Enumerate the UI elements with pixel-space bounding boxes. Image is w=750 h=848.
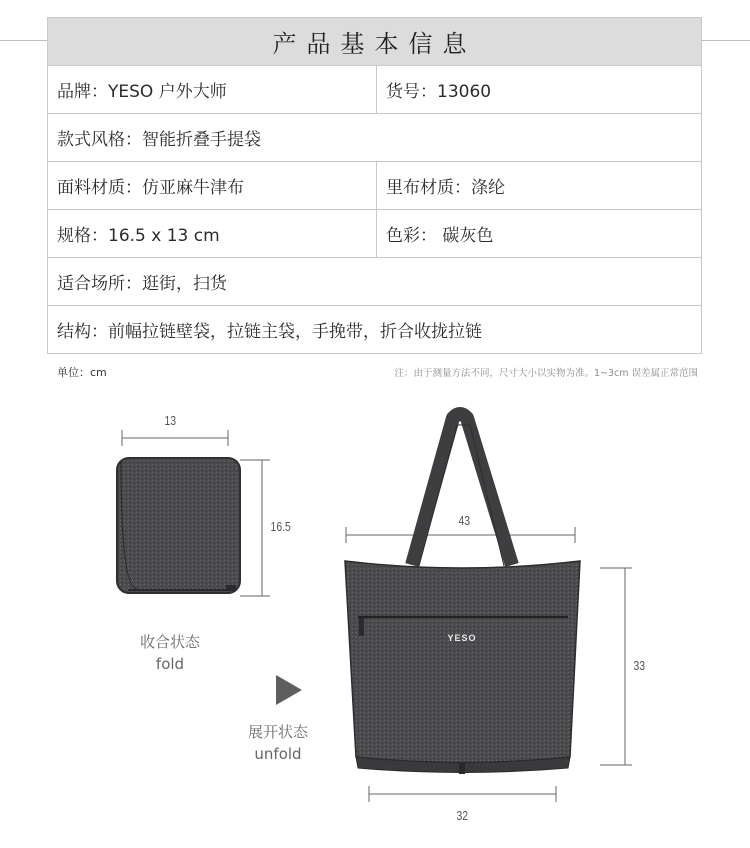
- folded-height-dimension: [240, 460, 270, 596]
- fold-caption-en: fold: [155, 655, 185, 673]
- zipper-pull-icon: [226, 585, 236, 591]
- disclaimer-note: 注：由于测量方法不同，尺寸大小以实物为准。1~3cm 误差属正常范围: [394, 368, 698, 379]
- structure-cell: 结构：前幅拉链壁袋，拉链主袋，手挽带，折合收拢拉链: [48, 306, 702, 354]
- bag-handle: [412, 414, 512, 565]
- fabric-cell: 面料材质：仿亚麻牛津布: [48, 162, 377, 210]
- fold-caption: [120, 631, 220, 675]
- folded-width-dimension: [122, 430, 228, 446]
- top-width-label: 43: [458, 513, 471, 528]
- unfolded-bag: [345, 414, 580, 774]
- height-label: 33: [633, 658, 646, 673]
- brand-cell: 品牌：YESO 户外大师: [48, 66, 377, 114]
- unfolded-top-width-dimension: [346, 527, 575, 543]
- size-cell: 规格：16.5 x 13 cm: [48, 210, 377, 258]
- style-cell: 款式风格：智能折叠手提袋: [48, 114, 702, 162]
- play-arrow-icon: [276, 675, 302, 705]
- page-title: 产品基本信息: [48, 18, 702, 66]
- unfolded-bottom-width-dimension: [369, 786, 556, 802]
- color-cell: 色彩： 碳灰色: [377, 210, 702, 258]
- unfolded-height-dimension: [600, 568, 632, 765]
- fold-caption-cn: 收合状态: [139, 633, 200, 651]
- item-number-cell: 货号：13060: [377, 66, 702, 114]
- occasion-cell: 适合场所：逛街，扫货: [48, 258, 702, 306]
- unfold-caption-cn: 展开状态: [247, 723, 308, 741]
- zipper-pull-icon: [359, 618, 364, 636]
- folded-height-label: 16.5: [270, 519, 291, 534]
- unfold-caption: [228, 721, 328, 765]
- lining-cell: 里布材质：涤纶: [377, 162, 702, 210]
- folded-width-label: 13: [164, 413, 177, 428]
- folded-bag: [117, 458, 240, 593]
- bottom-width-label: 32: [456, 808, 469, 823]
- unit-note: 单位：cm: [57, 366, 107, 379]
- unfold-caption-en: unfold: [254, 745, 302, 763]
- bag-logo: YESO: [447, 633, 477, 643]
